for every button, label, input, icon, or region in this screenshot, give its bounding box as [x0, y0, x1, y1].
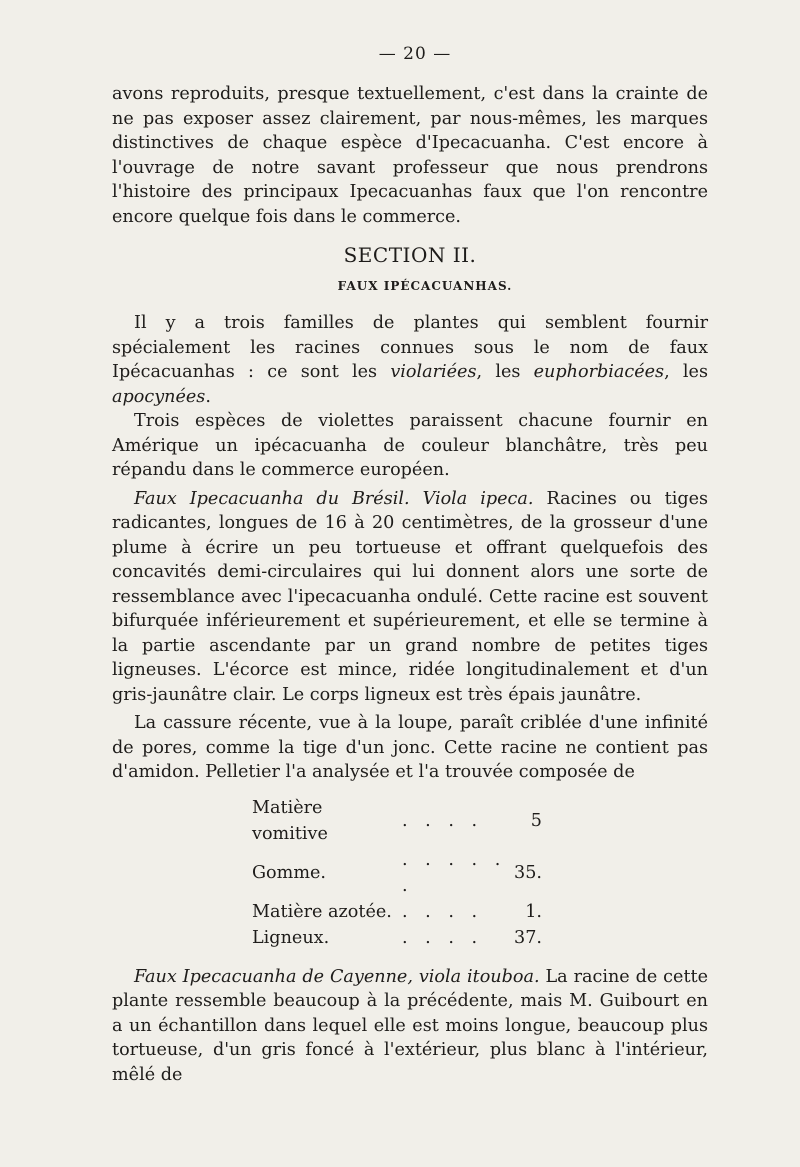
analysis-table: [252, 795, 542, 951]
paragraph-families: [112, 311, 708, 409]
analysis-amount: 37.: [514, 927, 542, 948]
paragraph-violettes: Trois espèces de violettes paraissent chacune fournir en Amérique un ipécacuanha de couleur blanchâtre, très peu répandu dans le commerce européen.: [112, 411, 708, 480]
table-row: [252, 795, 542, 847]
table-row: [252, 847, 542, 899]
family-euphorbiacees: euphorbiacées: [533, 362, 665, 382]
analysis-dots: . . . .: [402, 927, 484, 948]
analysis-substance: Matière vomitive: [252, 797, 328, 844]
table-row: [252, 925, 542, 951]
paragraph-continued: avons reproduits, presque textuellement, c'est dans la crainte de ne pas exposer assez clairement, par nous-mêmes, les marques distinctives de chaque espèce d'Ipecacuanha. C'est encore à l'ouvrage de notre savant professeur que nous prendrons l'histoire des principaux Ipecacuanhas faux que l'on rencontre encore quelque fois dans le commerce.: [112, 84, 708, 227]
subsection-title: FAUX IPÉCACUANHAS.: [337, 279, 513, 293]
analysis-dots: . . . . . .: [402, 849, 507, 896]
paragraph-cassure: La cassure récente, vue à la loupe, paraît criblée d'une infinité de pores, comme la tige d'un jonc. Cette racine ne contient pas d'amidon. Pelletier l'a analysée et l'a trouvée composée de: [112, 713, 708, 782]
paragraph-cayenne: [112, 965, 708, 1088]
bresil-latin-name: Viola ipeca.: [422, 488, 534, 509]
analysis-dots: . . . .: [402, 901, 484, 922]
analysis-dots: . . . .: [402, 810, 484, 831]
page-number: — 20 —: [378, 44, 452, 64]
analysis-substance: Matière azotée.: [252, 901, 392, 922]
section-title: SECTION II.: [343, 243, 477, 267]
bresil-heading: Faux Ipecacuanha du Brésil.: [134, 488, 410, 509]
family-violariees: violariées: [390, 362, 477, 382]
families-text: Il y a trois familles de plantes qui semblent fournir spécialement les racines connues sous le nom de faux Ipécacuanhas : ce sont les violariées, les euphorbiacées, les apocynées.: [112, 313, 708, 407]
analysis-amount: 5: [530, 810, 542, 831]
cayenne-description: La racine de cette plante ressemble beaucoup à la précédente, mais M. Guibourt en a un échantillon dans lequel elle est moins longue, beaucoup plus tortueuse, d'un gris foncé à l'extérieur, plus blanc à l'intérieur, mêlé de: [112, 966, 708, 1085]
analysis-amount: 1.: [525, 901, 542, 922]
analysis-substance: Gomme.: [252, 862, 327, 883]
family-apocynees: apocynées: [112, 386, 206, 407]
cayenne-heading: Faux Ipecacuanha de Cayenne, viola itouboa.: [134, 966, 540, 987]
paragraph-bresil: [112, 487, 708, 708]
table-row: [252, 899, 542, 925]
analysis-amount: 35.: [514, 862, 542, 883]
bresil-description: Racines ou tiges radicantes, longues de 16 à 20 centimètres, de la grosseur d'une plume à écrire un peu tortueuse et offrant quelquefois des concavités demi-circulaires qui lui donnent alors une sorte de ressemblance avec l'ipecacuanha ondulé. Cette racine est souvent bifurquée inférieurement et supérieurement, et elle se termine à la partie ascendante par un grand nombre de petites tiges ligneuses. L'écorce est mince, ridée longitudinalement et d'un gris-jaunâtre clair. Le corps ligneux est très épais jaunâtre.: [112, 488, 709, 705]
analysis-substance: Ligneux.: [252, 927, 330, 948]
